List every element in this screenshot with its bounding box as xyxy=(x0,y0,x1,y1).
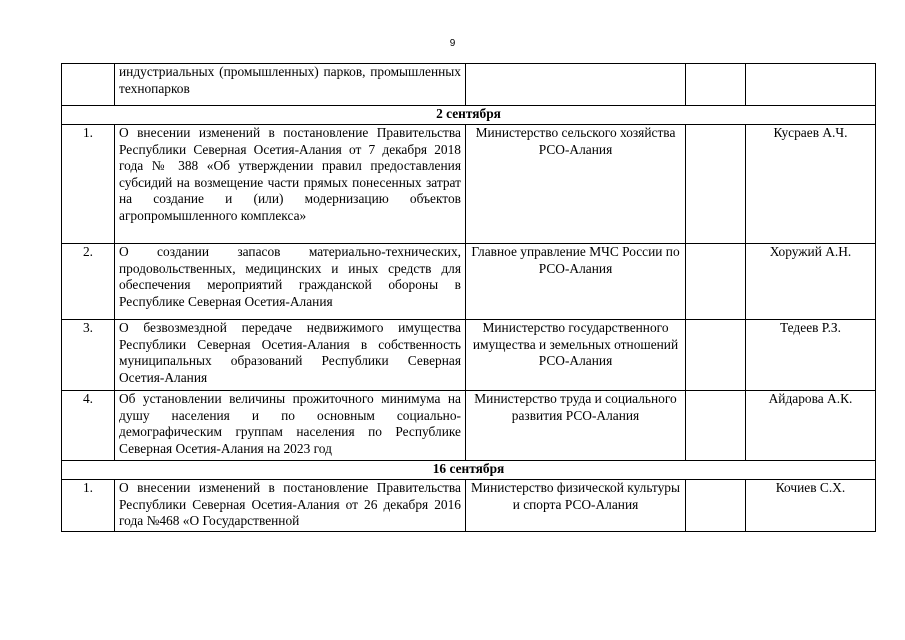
row-agency: Главное управление МЧС России по РСО-Алания xyxy=(466,244,686,320)
row-number: 2. xyxy=(62,244,115,320)
row-title: индустриальных (промышленных) парков, промышленных технопарков xyxy=(115,64,466,106)
row-responsible: Хоружий А.Н. xyxy=(746,244,876,320)
section-heading-row xyxy=(62,461,876,480)
row-number: 1. xyxy=(62,480,115,532)
row-blank-cell xyxy=(686,320,746,391)
row-number xyxy=(62,64,115,106)
row-agency: Министерство физической культуры и спорта РСО-Алания xyxy=(466,480,686,532)
row-responsible: Айдарова А.К. xyxy=(746,391,876,461)
row-blank-cell xyxy=(686,244,746,320)
row-blank-cell xyxy=(686,391,746,461)
row-blank-cell xyxy=(686,480,746,532)
row-agency: Министерство государственного имущества и земельных отношений РСО-Алания xyxy=(466,320,686,391)
row-number: 1. xyxy=(62,125,115,244)
row-title: О создании запасов материально-технических, продовольственных, медицинских и иных средств для обеспечения мероприятий гражданской обороны в Республике Северная Осетия-Алания xyxy=(115,244,466,320)
row-responsible: Кусраев А.Ч. xyxy=(746,125,876,244)
table-row xyxy=(62,244,876,320)
row-agency: Министерство сельского хозяйства РСО-Алания xyxy=(466,125,686,244)
row-title: О безвозмездной передаче недвижимого имущества Республики Северная Осетия-Алания в собственность муниципальных образований Республики Северная Осетия-Алания xyxy=(115,320,466,391)
table-row xyxy=(62,320,876,391)
table-row xyxy=(62,480,876,532)
section-date: 2 сентября xyxy=(62,106,876,125)
section-date: 16 сентября xyxy=(62,461,876,480)
table-row xyxy=(62,125,876,244)
row-responsible: Кочиев С.Х. xyxy=(746,480,876,532)
row-number: 4. xyxy=(62,391,115,461)
row-blank-cell xyxy=(686,64,746,106)
row-responsible: Тедеев Р.З. xyxy=(746,320,876,391)
row-agency xyxy=(466,64,686,106)
row-title: О внесении изменений в постановление Правительства Республики Северная Осетия-Алания от 26 декабря 2016 года №468 «О Государственной xyxy=(115,480,466,532)
page-number: 9 xyxy=(449,38,456,49)
schedule-table xyxy=(61,63,876,532)
section-heading-row xyxy=(62,106,876,125)
row-title: О внесении изменений в постановление Правительства Республики Северная Осетия-Алания от 7 декабря 2018 года № 388 «Об утверждении правил предоставления субсидий на возмещение части прямых понесенных затрат на создание и (или) модернизацию объектов агропромышленного комплекса» xyxy=(115,125,466,244)
table-row xyxy=(62,391,876,461)
row-title: Об установлении величины прожиточного минимума на душу населения и по основным социально-демографическим группам населения по Республике Северная Осетия-Алания на 2023 год xyxy=(115,391,466,461)
row-responsible xyxy=(746,64,876,106)
row-blank-cell xyxy=(686,125,746,244)
table-row xyxy=(62,64,876,106)
row-number: 3. xyxy=(62,320,115,391)
row-agency: Министерство труда и социального развития РСО-Алания xyxy=(466,391,686,461)
